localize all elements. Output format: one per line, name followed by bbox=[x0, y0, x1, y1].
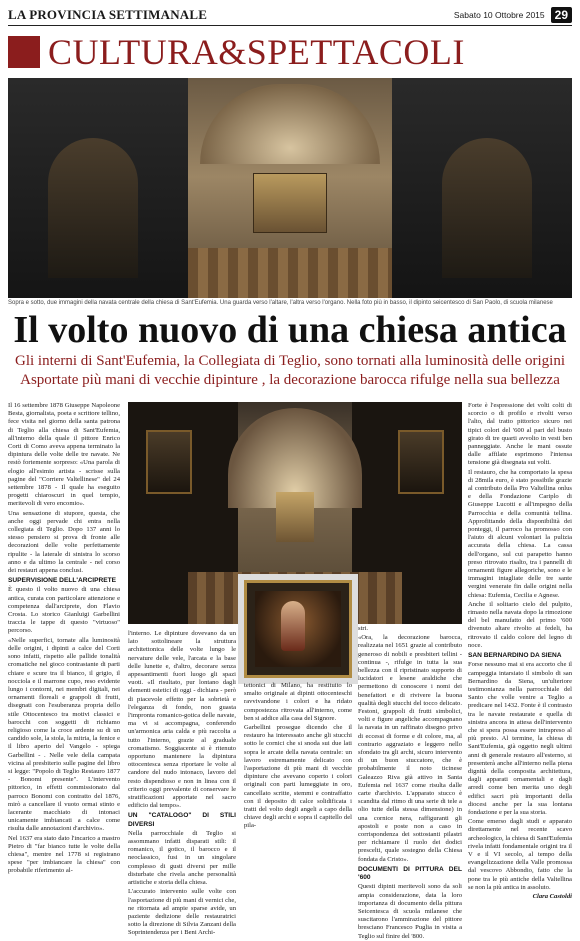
hero-arch-right bbox=[442, 138, 532, 278]
paragraph: Forse nessuno mai si era accorto che il campeggia intarsiato il simbolo di san Bernardino da Siena, un'ulteriore testimonianza nella parrocchiale del Santo che volle venire a Teglio a predicare nel 1432. Fonte è il contrasto tra le navate restaurate e quella di sinistra ancora in attesa dell'intervento che si spera possa essere intrapreso al più presto. Al termine, la chiesa di Sant'Eufemia, già oggetto negli ultimi anni di generale restauro all'esterno, si presenterà anche all'interno nella piena dignità della composita architettura, dagli apparati ornamentali e dagli arredi come ben merita uno degli edifici sacri più importanti della diocesi anche per la sua lontana fondazione e per la sua storia. bbox=[468, 661, 572, 816]
subhead-line-2: Asportate più mani di vecchie dipinture , la decorazione barocca rifulge nella sua bellezza bbox=[20, 372, 560, 388]
article-headline: Il volto nuovo di una chiesa antica bbox=[13, 309, 567, 351]
page-number: 29 bbox=[551, 7, 572, 23]
paragraph: Una sensazione di stupore, questa, che anche oggi pervade chi entra nella collegiata di Teglio. Dopo 137 anni lo stesso pensiero si prova di fronte alle decorazioni delle volte perfettamente ripulite - la laterale di sinistra lo scorso anno e da ultimo la centrale - nel corso dei restauri appena conclusi. bbox=[8, 509, 120, 575]
hero-photo bbox=[8, 78, 572, 298]
paragraph: stri. bbox=[358, 625, 369, 632]
article-subhead bbox=[8, 352, 572, 390]
interior-altar bbox=[276, 492, 314, 542]
hero-altar bbox=[253, 173, 327, 233]
section-subtitle: UN "CATALOGO" DI STILI DIVERSI bbox=[128, 812, 236, 828]
paragraph: «Nelle superfici, tornate alla luminosità delle origini, i dipinti a calce del Corti sono infatti, rispetto alle pallide tonalità cromatiche nel gioco contrastante di parti chiare e scure tra il bianco, il grigio, il nocciola e il marrone cupo, reso evidente lungo i contorni, nei membri digitali, nei ornamenti floreali e grappoli di frutti, disegnati con l'esuberanza propria dello stile Ottocentesco tra motivi classici e barocchi con soggetti di richiamo religioso come la croce ardente su di un candido sole, la stola, la mitria, la fenice e il libro aperto del Vangelo - spiega Garbellini - . Nelle vele della campata vicina al presbiterio sulle pagine del libro si legge: "Popolo di Teglio Restauro 1877 - Bonomi presente". L'intervento pittorico, in effetti commissionato dal parroco Bonomi con contratto del 1876, mirò a cancellare il vuoto ormai stinto e lacerante macchiato di intonaci unicamente imbiancati a calce come risulta dalle annotazioni d'archivio». bbox=[8, 636, 120, 833]
masthead-right bbox=[454, 7, 572, 23]
photo-caption: Sopra e sotto, due immagini della navata centrale della chiesa di Sant'Eufemia. Una guarda verso l'altare, l'altra verso l'organo. Nella foto più in basso, il dipinto seicentesco di San Paolo, di scuola milanese bbox=[8, 300, 553, 306]
article-column-3 bbox=[244, 682, 352, 838]
issue-date: Sabato 10 Ottobre 2015 bbox=[453, 9, 545, 20]
painting-photo bbox=[244, 580, 352, 678]
subhead-line-1: Gli interni di Sant'Eufemia, la Collegiata di Teglio, sono tornati alla luminosità delle origini bbox=[14, 353, 566, 369]
newspaper-title: LA PROVINCIA SETTIMANALE bbox=[8, 6, 208, 22]
paragraph: Anche il solitario cielo del pulpito, rimasto nella navata dopo la rimozione del bel manufatto del primo '600 divenuto altare rivolto ai fedeli, ha ritrovato il caldo colore del legno di noce. bbox=[468, 600, 572, 649]
paragraph: Forte è l'espressione dei volti colti di scorcio o di profilo e rivolti verso l'alto, dal tratto pittorico sicuro nei tipici colori del '600 al pari del busto girato di tre quarti avvolto in vesti ben panneggiate. Anche le mani ossute dalle affilate esprimono l'intensa tensione già disegnata sui volti. bbox=[468, 402, 572, 467]
paragraph: Questi dipinti meritevoli sono da soli ampia considerazione, data la loro importanza di documento della pittura Seicentesca di scuola milanese che suscitarono l'ammirazione del pittore bresciano Francesco Puglia in visita a Teglio sul finire del '800. bbox=[358, 883, 462, 940]
article-column-1 bbox=[8, 402, 120, 875]
section-marker bbox=[8, 36, 40, 68]
hero-floor bbox=[188, 248, 392, 298]
author-signature: Clara Castoldi bbox=[532, 892, 572, 900]
article-column-2 bbox=[128, 630, 236, 937]
paragraph: Il restauro, che ha comportato la spesa di 28mila euro, è stato possibile grazie al contributo della Pro Valtellina onlus e della Fondazione Cariplo di Giuseppe Lucotti e all'impegno della Parrocchia e della comunità tellina. Approfittando della disponibilità dei ponteggi, il parroco ha promosso con l'aiuto di alcuni volontari la pulizia accurata della chiesa. La cassa dell'organo, sul cui parapetto hanno preso ritrovato risalto, tra i pannelli di ornamenti figure allegoriche, sono e le immagini intagliate delle tre sante vergini venerate fin dalle origini nella chiesa: Eufemia, Cecilia e Agnese. bbox=[468, 468, 572, 599]
painting-figure bbox=[281, 601, 305, 651]
section-subtitle: SAN BERNARDINO DA SIENA bbox=[468, 652, 562, 660]
paragraph: Come emerso dagli studi e apparato direttamente nel recente scavo archeologico, la chiesa di Sant'Eufemia rivela infatti fondamentale origini tra il V e il VI secolo, al tempo della evangelizzazione della Valle promossa dal vescovo Abbondio, fatto che la pone tra le più antiche della Valtellina se non la più antica in assoluto. bbox=[468, 818, 572, 891]
paragraph: Nella parrocchiale di Teglio si assommano infatti disparati stili: il romanico, il gotico, il barocco e il neoclassico, fusi in un singolare complesso di gusti diversi per mille disturbate che rivela anche personalità artistiche e storia della chiesa. bbox=[128, 829, 236, 887]
paragraph: Nel 1637 era stato dato l'incarico a mastro Pietro di "far bianco tutte le volte della chiesa", mentre nel 1778 si registrano spese "per imbiancare la chiesa" con probabile riferimento al- bbox=[8, 834, 120, 875]
paragraph: L'accurato intervento sulle volte con l'asportazione di più mani di vernici che, ne ritornata ad ampie sparse avide, un paziente dedizione delle restauratrici sotto la direzione di Silvia Zanzani della Soprintendenza per i Beni Archi- bbox=[128, 888, 236, 937]
paragraph: l'interno. Le dipinture dovevano da un lato sottolineare la struttura architettonica delle volte lungo le nervature delle vele, l'arcata e la base delle lunette e, d'altro, decorare senza appesantimenti fuori luogo gli spazi vuoti. «Il risultato, pur lontano dagli elementi estetici di oggi - dichiara - però di piacevole effetto per la sobrietà e l'eleganza di fondo, non guasta l'impronta romanico-gotica delle navate, ma vi si accompagna, conferendo un'armonica aria calda e più raccolta a tutto l'interno, grazie al graduale cromatismo. Soggiacente si è ritenuto opportuno mantenere la dipintura ottocentesca senza riportare le volte al candore del nudo intonaco, lavoro del resto dispendioso e non in linea con il criterio oggi prevalente di conservare le stratificazioni apportate nel sacro edificio dal tempo». bbox=[128, 630, 236, 810]
paragraph: È questo il volto nuovo di una chiesa antica, curata con particolare attenzione e competenza dall'arciprete, don Flavio Crosta. Lo storico Gianluigi Garbellini traccia le tappe di questo "virtuoso" percorso. bbox=[8, 586, 120, 635]
interior-painting-right bbox=[398, 430, 444, 494]
article-column-4 bbox=[358, 625, 462, 940]
interior-painting-left bbox=[146, 430, 192, 494]
paragraph: tettonici di Milano, ha restituito lo smalto originale ai dipinti ottocenteschi ravvivandone i colori e ha ridato compostezza ritrovata all'interno, come ben si addice alla casa del Signore. bbox=[244, 682, 352, 722]
masthead bbox=[8, 4, 572, 26]
section-title: CULTURA&SPETTACOLI bbox=[48, 32, 465, 72]
paragraph: «Ora, la decorazione barocca, realizzata nel 1651 grazie al contributo generoso di nobili e presbiteri tellini - continua -, rifulge in tutta la sua bellezza con il ripristinato supporto di lucidatori e lesene araldiche che permettono di conoscere i nomi dei benefattori e di rivivere la buona qualità degli stucchi del tocco delicato. Festoni, grappoli di frutti simbolici, volti e figure angeliche accompagnano la navata in un raffinato disegno privo di eccessi di forme e di colore, ma, al contrario aggraziato e leggero nello sfondato tra gli archi, sicuro intervento di un buon stuccatore, che è probabilmente il noto ticinese Galeazzo Riva già attivo in Santa Eufemia nel 1637 come risulta dalle carte d'archivio. L'apparato stucco è scandita dal ritmo di una serie di tele a olio tutte della stessa dimensione) in una cornice nera, raffiguranti gli apostoli e poste non a caso in corrispondenza dei sottostanti pilastri per richiamare il ruolo dei dodici prescelti, quale sostegno della Chiesa fondata da Cristo». bbox=[358, 634, 462, 863]
hero-arch-left bbox=[48, 138, 138, 278]
section-subtitle: SUPERVISIONE DELL'ARCIPRETE bbox=[8, 577, 117, 585]
article-column-5 bbox=[468, 402, 572, 900]
paragraph: Il 16 settembre 1878 Giuseppe Napoleone Besta, giornalista, poeta e scrittore tellino, fece visita nel giorno della santa patrona di Teglio alla chiesa di Sant'Eufemia, all'interno della quale il pittore Enrico Corti di Como aveva appena terminato la dipintura delle volte delle tre navate. Ne restò fortemente sorpreso: «Una parola di elogio all'esimio artista - scrisse sulla pagine del "Corriere Valtellinese" del 24 settembre 1878 - Il quale ha eseguito progetti chiaroscuri in quel tempio, meritevoli di vero encomio». bbox=[8, 402, 120, 508]
paragraph: Garbellini prosegue dicendo che il restauro ha interessato anche gli stucchi sotto le cornici che si snoda sui due lati sopra le arcate della navata centrale: un lavoro estremamente delicato con l'asportazione di più mani di vecchie dipinture che avevano coperto i colori originali con parti lumeggiate in oro, cancellato scritte, stemmi e contraffatto con il deposito di calce solidificata i tratti del volto degli angeli a capo della chiave degli archi e sopra il capitello del pila- bbox=[244, 724, 352, 830]
section-subtitle: DOCUMENTI DI PITTURA DEL '600 bbox=[358, 865, 462, 882]
section-header bbox=[8, 30, 572, 74]
